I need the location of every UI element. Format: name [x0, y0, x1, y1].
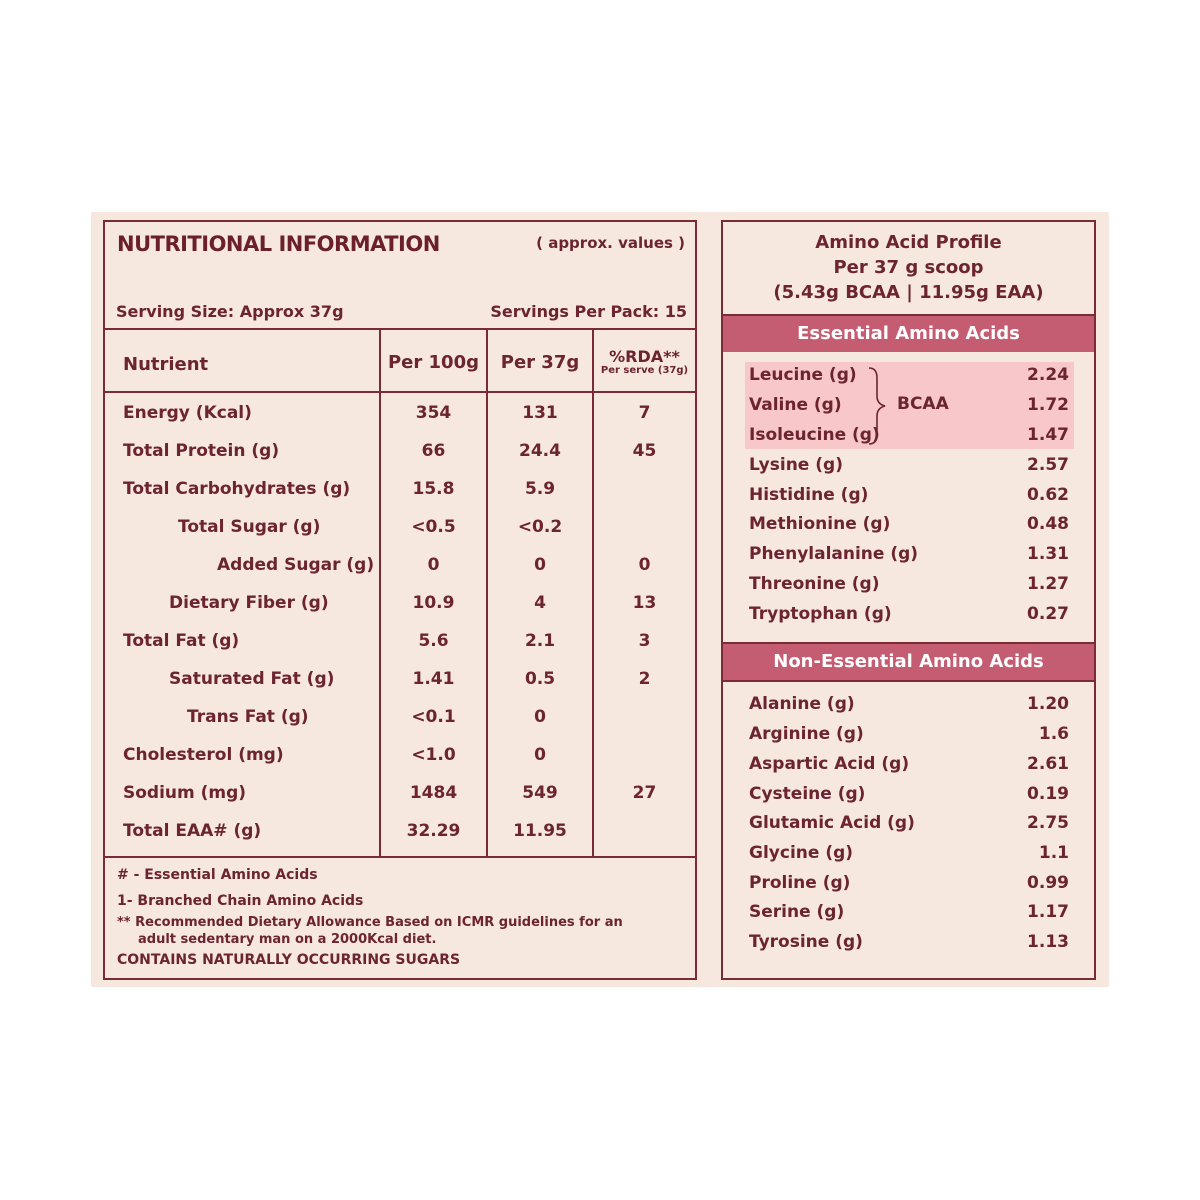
- value-per100g: 32.29: [406, 821, 461, 841]
- amino-subtitle: Per 37 g scoop: [833, 257, 984, 278]
- table-row: [105, 745, 695, 781]
- essential-heading: Essential Amino Acids: [723, 316, 1094, 352]
- nutrition-panel: [103, 220, 697, 980]
- value-per100g: <0.5: [411, 517, 456, 537]
- amino-row: [749, 395, 1069, 423]
- value-per37g: 24.4: [519, 441, 561, 461]
- amino-value: 2.75: [1027, 813, 1069, 833]
- amino-row: [749, 754, 1069, 782]
- footnote-bcaa: 1- Branched Chain Amino Acids: [117, 893, 364, 909]
- amino-row: [749, 365, 1069, 393]
- nutrient-name: Energy (Kcal): [123, 403, 252, 423]
- amino-row: [749, 544, 1069, 572]
- amino-name: Histidine (g): [749, 485, 869, 505]
- value-per100g: 5.6: [418, 631, 449, 651]
- value-per37g: 549: [522, 783, 558, 803]
- nutrient-name: Total Protein (g): [123, 441, 280, 461]
- amino-name: Alanine (g): [749, 694, 855, 714]
- value-rda: 13: [632, 593, 657, 613]
- header-per37g: Per 37g: [500, 352, 580, 373]
- amino-name: Glutamic Acid (g): [749, 813, 915, 833]
- footnote-sugars: CONTAINS NATURALLY OCCURRING SUGARS: [117, 952, 461, 968]
- amino-value: 0.48: [1027, 514, 1069, 534]
- table-row: [105, 669, 695, 705]
- amino-summary: (5.43g BCAA | 11.95g EAA): [773, 282, 1044, 303]
- amino-value: 2.61: [1027, 754, 1069, 774]
- amino-value: 1.47: [1027, 425, 1069, 445]
- table-row: [105, 783, 695, 819]
- nutrient-name: Dietary Fiber (g): [169, 593, 329, 613]
- amino-value: 1.20: [1027, 694, 1069, 714]
- approx-note: ( approx. values ): [536, 234, 685, 252]
- amino-name: Arginine (g): [749, 724, 864, 744]
- divider: [723, 680, 1094, 682]
- amino-name: Methionine (g): [749, 514, 891, 534]
- amino-row: [749, 932, 1069, 960]
- amino-value: 1.1: [1038, 843, 1069, 863]
- table-row: [105, 479, 695, 515]
- nutrition-table: [105, 328, 695, 858]
- header-nutrient: Nutrient: [123, 354, 209, 375]
- value-rda: 0: [638, 555, 651, 575]
- nutrient-name: Total Fat (g): [123, 631, 240, 651]
- value-per100g: <0.1: [411, 707, 456, 727]
- amino-row: [749, 485, 1069, 513]
- amino-row: [749, 813, 1069, 841]
- bcaa-label: BCAA: [897, 394, 949, 414]
- amino-name: Tyrosine (g): [749, 932, 863, 952]
- rda-sublabel: Per serve (37g): [600, 365, 689, 376]
- table-row: [105, 593, 695, 629]
- value-rda: 7: [638, 403, 651, 423]
- amino-row: [749, 873, 1069, 901]
- amino-value: 1.17: [1027, 902, 1069, 922]
- footnote-rda: ** Recommended Dietary Allowance Based on ICMR guidelines for an: [117, 915, 623, 930]
- table-row: [105, 403, 695, 439]
- amino-row: [749, 574, 1069, 602]
- amino-value: 1.27: [1027, 574, 1069, 594]
- value-rda: 27: [632, 783, 657, 803]
- value-per37g: 0: [534, 555, 546, 575]
- amino-value: 1.31: [1027, 544, 1069, 564]
- amino-name: Aspartic Acid (g): [749, 754, 910, 774]
- amino-name: Phenylalanine (g): [749, 544, 919, 564]
- nonessential-heading: Non-Essential Amino Acids: [723, 644, 1094, 680]
- table-row: [105, 517, 695, 553]
- amino-value: 2.24: [1027, 365, 1069, 385]
- nutrient-name: Total EAA# (g): [123, 821, 262, 841]
- amino-value: 0.19: [1027, 784, 1069, 804]
- nutrient-name: Sodium (mg): [123, 783, 247, 803]
- amino-row: [749, 843, 1069, 871]
- header-per100g: Per 100g: [387, 352, 479, 373]
- amino-row: [749, 514, 1069, 542]
- value-per37g: 0: [534, 707, 546, 727]
- amino-row: [749, 902, 1069, 930]
- value-per100g: 15.8: [412, 479, 455, 499]
- value-per37g: 5.9: [524, 479, 556, 499]
- footnote-rda-cont: adult sedentary man on a 2000Kcal diet.: [138, 932, 437, 947]
- value-per100g: 0: [427, 555, 440, 575]
- value-per100g: 66: [421, 441, 446, 461]
- nutrient-name: Saturated Fat (g): [169, 669, 335, 689]
- nutrient-name: Total Carbohydrates (g): [123, 479, 351, 499]
- table-row: [105, 821, 695, 857]
- amino-name: Serine (g): [749, 902, 845, 922]
- value-rda: 45: [632, 441, 657, 461]
- header-divider: [105, 391, 695, 393]
- value-per37g: 0.5: [524, 669, 556, 689]
- amino-name: Tryptophan (g): [749, 604, 892, 624]
- amino-value: 1.72: [1027, 395, 1069, 415]
- value-per100g: 1484: [409, 783, 458, 803]
- nutrient-name: Cholesterol (mg): [123, 745, 284, 765]
- amino-title: Amino Acid Profile: [815, 232, 1002, 253]
- amino-value: 0.27: [1027, 604, 1069, 624]
- value-per37g: 4: [534, 593, 546, 613]
- amino-name: Glycine (g): [749, 843, 854, 863]
- nutrient-name: Total Sugar (g): [178, 517, 321, 537]
- rda-label: %RDA**: [609, 347, 680, 366]
- amino-name: Cysteine (g): [749, 784, 866, 804]
- value-per100g: 10.9: [412, 593, 455, 613]
- amino-row: [749, 425, 1069, 453]
- table-row: [105, 707, 695, 743]
- table-row: [105, 441, 695, 477]
- footnote-eaa: # - Essential Amino Acids: [117, 867, 318, 883]
- value-per100g: 1.41: [412, 669, 455, 689]
- amino-row: [749, 604, 1069, 632]
- value-rda: 3: [638, 631, 651, 651]
- value-per37g: 11.95: [513, 821, 567, 841]
- value-per37g: 2.1: [524, 631, 556, 651]
- serving-size: Serving Size: Approx 37g: [116, 302, 344, 321]
- amino-value: 0.99: [1027, 873, 1069, 893]
- value-per100g: 354: [415, 403, 452, 423]
- amino-value: 2.57: [1027, 455, 1069, 475]
- amino-value: 1.6: [1038, 724, 1069, 744]
- amino-name: Isoleucine (g): [749, 425, 880, 445]
- amino-row: [749, 455, 1069, 483]
- value-rda: 2: [638, 669, 651, 689]
- amino-acid-panel: [721, 220, 1096, 980]
- amino-name: Leucine (g): [749, 365, 857, 385]
- amino-name: Lysine (g): [749, 455, 843, 475]
- table-row: [105, 631, 695, 667]
- value-per100g: <1.0: [411, 745, 456, 765]
- amino-row: [749, 784, 1069, 812]
- value-per37g: 131: [522, 403, 558, 423]
- value-per37g: <0.2: [517, 517, 563, 537]
- amino-row: [749, 724, 1069, 752]
- amino-row: [749, 694, 1069, 722]
- value-per37g: 0: [534, 745, 546, 765]
- table-row: [105, 555, 695, 591]
- amino-name: Proline (g): [749, 873, 851, 893]
- nutrient-name: Trans Fat (g): [187, 707, 309, 727]
- amino-name: Valine (g): [749, 395, 842, 415]
- amino-value: 1.13: [1027, 932, 1069, 952]
- amino-name: Threonine (g): [749, 574, 880, 594]
- nutrient-name: Added Sugar (g): [217, 555, 375, 575]
- amino-value: 0.62: [1027, 485, 1069, 505]
- header-rda: [594, 349, 695, 376]
- nutrition-title: NUTRITIONAL INFORMATION: [117, 232, 440, 256]
- servings-per-pack: Servings Per Pack: 15: [490, 302, 687, 321]
